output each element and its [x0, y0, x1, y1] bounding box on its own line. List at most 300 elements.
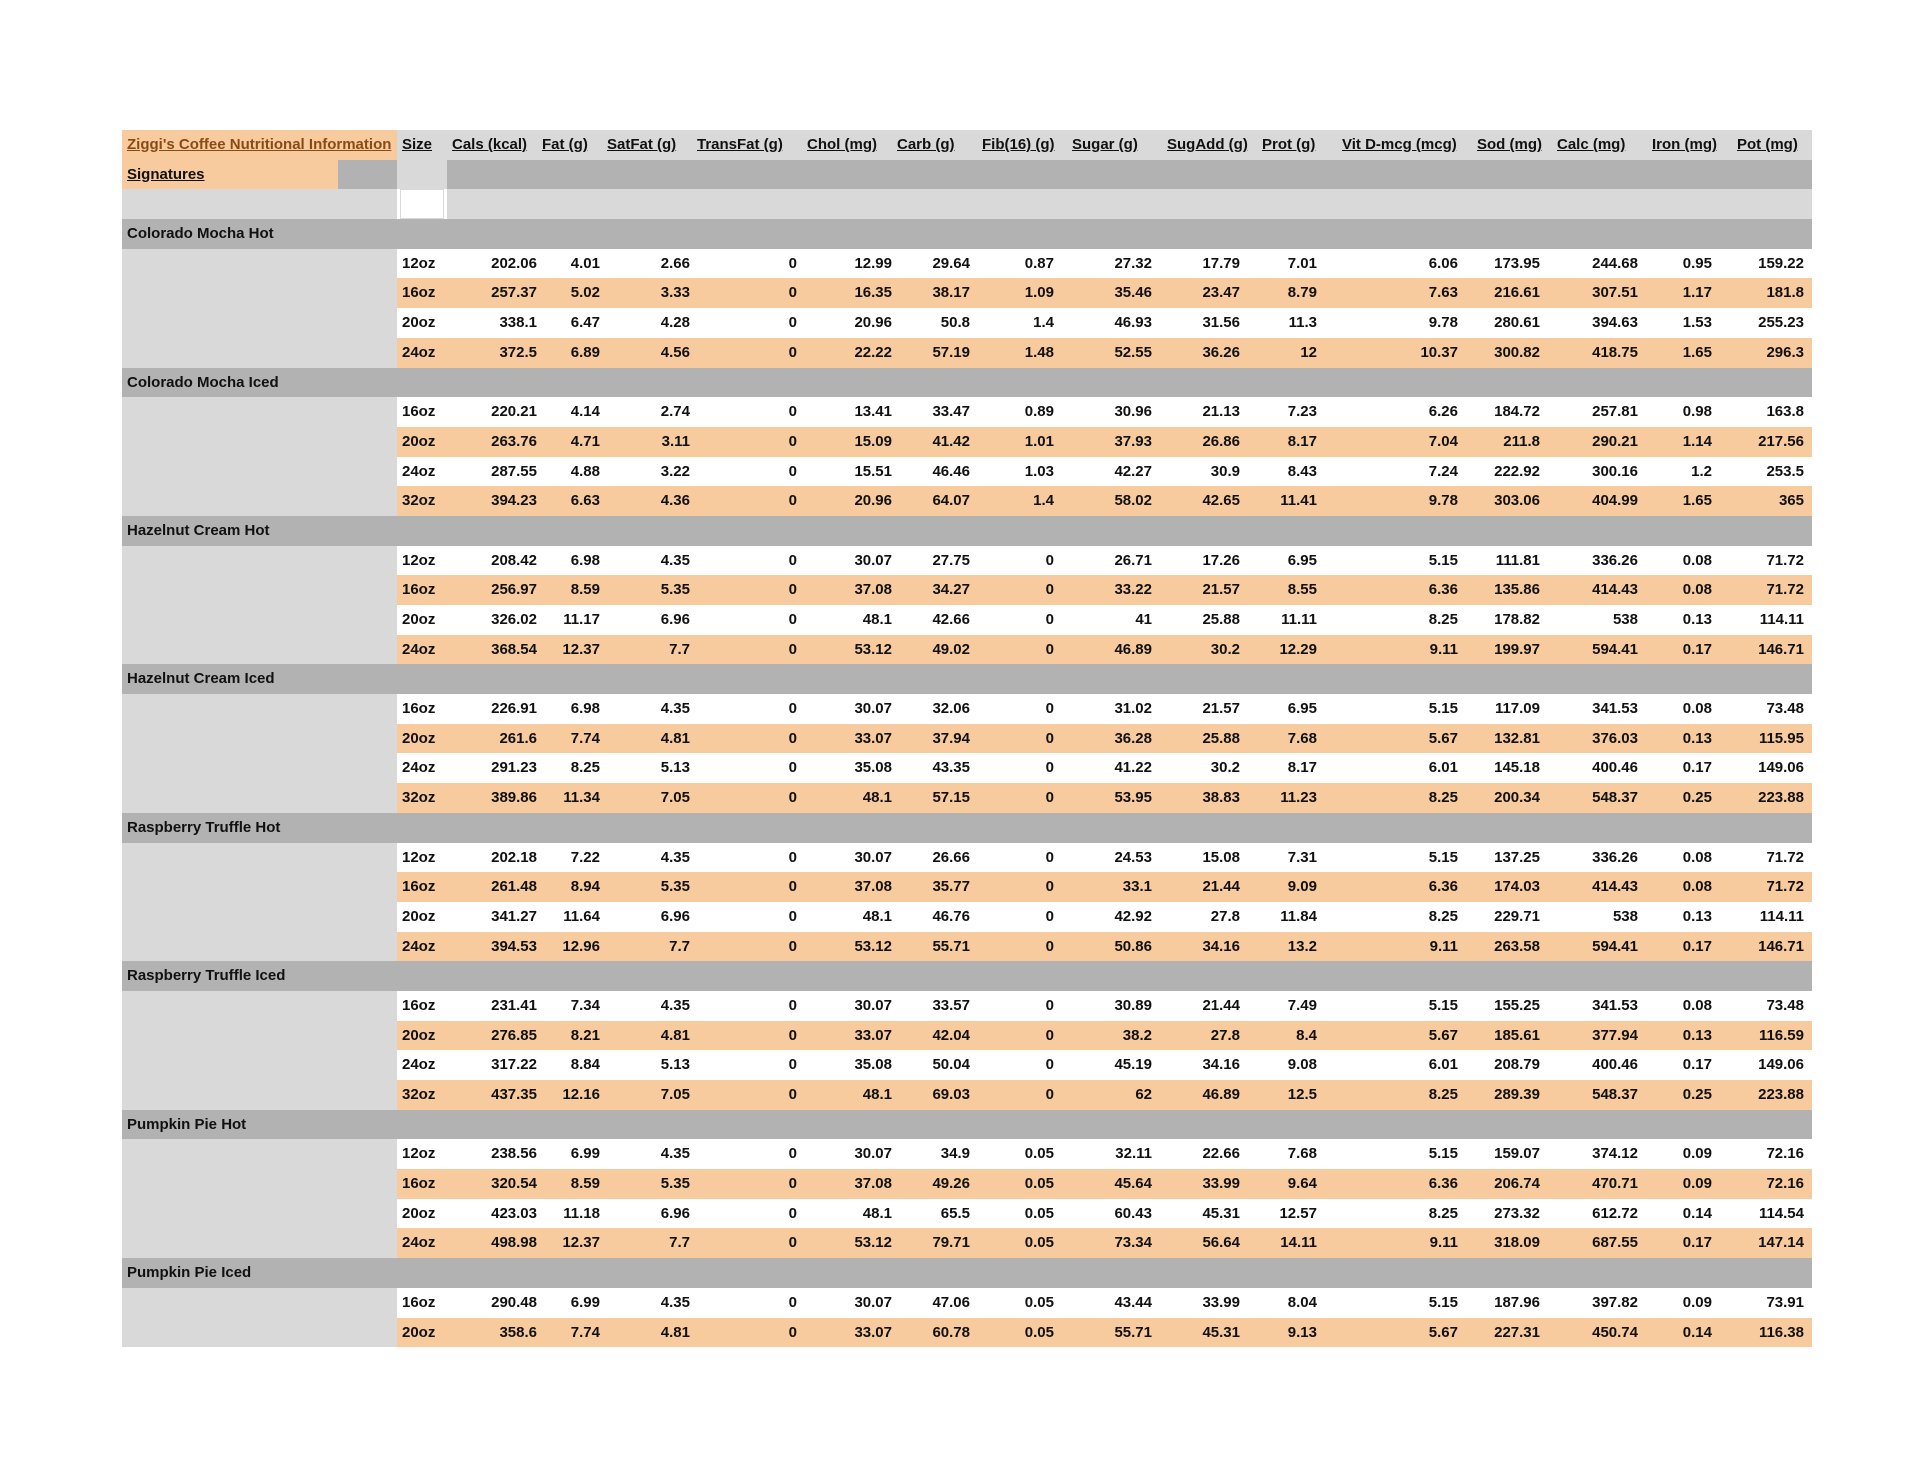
value-cell[interactable]: 0 [788, 1234, 797, 1252]
value-cell[interactable]: 11.64 [563, 907, 600, 925]
value-cell[interactable]: 53.95 [1114, 789, 1152, 807]
value-cell[interactable]: 336.26 [1592, 551, 1638, 569]
value-cell[interactable]: 48.1 [862, 611, 892, 628]
value-cell[interactable]: 1.53 [1682, 314, 1712, 332]
value-cell[interactable]: 8.17 [1287, 759, 1317, 777]
size-cell[interactable]: 32oz [402, 1086, 436, 1103]
value-cell[interactable]: 4.36 [660, 492, 690, 510]
value-cell[interactable]: 0.14 [1682, 1323, 1712, 1341]
value-cell[interactable]: 35.46 [1114, 284, 1152, 302]
value-cell[interactable]: 208.42 [491, 551, 537, 569]
value-cell[interactable]: 10.37 [1420, 343, 1458, 361]
value-cell[interactable]: 4.35 [660, 1293, 690, 1311]
value-cell[interactable]: 12.5 [1287, 1086, 1317, 1103]
value-cell[interactable]: 17.26 [1202, 551, 1240, 569]
value-cell[interactable]: 0 [788, 996, 797, 1014]
value-cell[interactable]: 223.88 [1758, 1086, 1804, 1103]
value-cell[interactable]: 12.99 [854, 254, 892, 272]
value-cell[interactable]: 7.7 [669, 1234, 690, 1252]
value-cell[interactable]: 7.04 [1428, 432, 1458, 450]
value-cell[interactable]: 13.41 [854, 403, 892, 421]
value-cell[interactable]: 35.08 [854, 759, 892, 777]
value-cell[interactable]: 548.37 [1592, 1086, 1638, 1103]
value-cell[interactable]: 394.23 [491, 492, 537, 510]
value-cell[interactable]: 31.56 [1202, 314, 1240, 332]
value-cell[interactable]: 7.34 [570, 996, 600, 1014]
value-cell[interactable]: 687.55 [1592, 1234, 1638, 1252]
value-cell[interactable]: 0.08 [1682, 848, 1712, 866]
value-cell[interactable]: 71.72 [1766, 581, 1804, 599]
value-cell[interactable]: 116.59 [1758, 1026, 1804, 1044]
value-cell[interactable]: 0 [1045, 937, 1054, 955]
value-cell[interactable]: 43.44 [1114, 1293, 1152, 1311]
value-cell[interactable]: 1.01 [1024, 432, 1054, 450]
value-cell[interactable]: 0 [788, 551, 797, 569]
value-cell[interactable]: 72.16 [1766, 1175, 1804, 1193]
value-cell[interactable]: 9.11 [1429, 1234, 1458, 1252]
value-cell[interactable]: 2.74 [660, 403, 690, 421]
value-cell[interactable]: 41.42 [932, 432, 970, 450]
value-cell[interactable]: 111.81 [1495, 551, 1540, 569]
value-cell[interactable]: 4.01 [570, 254, 600, 272]
value-cell[interactable]: 26.86 [1202, 432, 1240, 450]
value-cell[interactable]: 0 [1045, 848, 1054, 866]
value-cell[interactable]: 0 [1045, 996, 1054, 1014]
value-cell[interactable]: 358.6 [499, 1323, 537, 1341]
value-cell[interactable]: 5.15 [1428, 1145, 1458, 1163]
column-header[interactable]: Fib(16) (g) [982, 136, 1055, 153]
value-cell[interactable]: 3.33 [660, 284, 690, 302]
value-cell[interactable]: 414.43 [1592, 581, 1638, 599]
value-cell[interactable]: 289.39 [1494, 1086, 1540, 1103]
value-cell[interactable]: 38.17 [932, 284, 970, 302]
value-cell[interactable]: 0 [788, 789, 797, 807]
value-cell[interactable]: 33.57 [932, 996, 970, 1014]
value-cell[interactable]: 0 [1045, 581, 1054, 599]
value-cell[interactable]: 71.72 [1766, 878, 1804, 896]
size-cell[interactable]: 20oz [402, 1204, 436, 1222]
value-cell[interactable]: 276.85 [491, 1026, 537, 1044]
value-cell[interactable]: 163.8 [1766, 403, 1804, 421]
value-cell[interactable]: 0 [788, 1323, 797, 1341]
value-cell[interactable]: 185.61 [1494, 1026, 1540, 1044]
value-cell[interactable]: 261.6 [499, 729, 537, 747]
value-cell[interactable]: 159.22 [1758, 254, 1804, 272]
value-cell[interactable]: 5.15 [1428, 551, 1458, 569]
value-cell[interactable]: 0.05 [1024, 1234, 1054, 1252]
value-cell[interactable]: 6.95 [1287, 551, 1317, 569]
value-cell[interactable]: 11.17 [563, 611, 600, 628]
column-header[interactable]: Vit D-mcg (mcg) [1342, 136, 1457, 153]
value-cell[interactable]: 9.64 [1287, 1175, 1317, 1193]
value-cell[interactable]: 116.38 [1758, 1323, 1804, 1341]
value-cell[interactable]: 174.03 [1494, 878, 1540, 896]
value-cell[interactable]: 5.67 [1428, 1026, 1458, 1044]
value-cell[interactable]: 498.98 [491, 1234, 537, 1252]
value-cell[interactable]: 423.03 [491, 1204, 537, 1222]
value-cell[interactable]: 7.24 [1428, 462, 1458, 480]
value-cell[interactable]: 42.27 [1114, 462, 1152, 480]
value-cell[interactable]: 8.55 [1287, 581, 1317, 599]
value-cell[interactable]: 26.71 [1114, 551, 1152, 569]
value-cell[interactable]: 35.77 [932, 878, 970, 896]
value-cell[interactable]: 1.17 [1682, 284, 1712, 302]
value-cell[interactable]: 4.81 [660, 1323, 690, 1341]
value-cell[interactable]: 217.56 [1758, 432, 1804, 450]
value-cell[interactable]: 227.31 [1494, 1323, 1540, 1341]
value-cell[interactable]: 3.22 [660, 462, 690, 480]
value-cell[interactable]: 5.35 [660, 581, 690, 599]
value-cell[interactable]: 0.13 [1682, 611, 1712, 628]
value-cell[interactable]: 296.3 [1766, 343, 1804, 361]
size-cell[interactable]: 24oz [402, 937, 436, 955]
value-cell[interactable]: 187.96 [1494, 1293, 1540, 1311]
value-cell[interactable]: 65.5 [940, 1204, 970, 1222]
product-name[interactable]: Pumpkin Pie Hot [127, 1115, 247, 1133]
column-header[interactable]: Prot (g) [1262, 136, 1316, 153]
size-cell[interactable]: 16oz [402, 1293, 436, 1311]
value-cell[interactable]: 1.65 [1682, 492, 1712, 510]
product-name[interactable]: Colorado Mocha Hot [127, 225, 274, 243]
value-cell[interactable]: 374.12 [1592, 1145, 1638, 1163]
value-cell[interactable]: 117.09 [1494, 700, 1540, 718]
value-cell[interactable]: 55.71 [932, 937, 970, 955]
value-cell[interactable]: 42.65 [1202, 492, 1240, 510]
value-cell[interactable]: 0.09 [1682, 1293, 1712, 1311]
size-cell[interactable]: 16oz [402, 403, 436, 421]
value-cell[interactable]: 46.89 [1114, 640, 1152, 658]
value-cell[interactable]: 20.96 [854, 492, 892, 510]
size-cell[interactable]: 20oz [402, 729, 436, 747]
value-cell[interactable]: 42.66 [932, 611, 970, 628]
value-cell[interactable]: 5.15 [1428, 848, 1458, 866]
value-cell[interactable]: 12.29 [1279, 640, 1317, 658]
value-cell[interactable]: 0 [1045, 551, 1054, 569]
value-cell[interactable]: 1.48 [1024, 343, 1054, 361]
value-cell[interactable]: 8.04 [1287, 1293, 1317, 1311]
value-cell[interactable]: 135.86 [1494, 581, 1540, 599]
value-cell[interactable]: 12.16 [562, 1086, 600, 1103]
value-cell[interactable]: 208.79 [1494, 1056, 1540, 1074]
value-cell[interactable]: 0 [788, 848, 797, 866]
value-cell[interactable]: 114.11 [1759, 611, 1804, 628]
value-cell[interactable]: 30.07 [854, 700, 892, 718]
value-cell[interactable]: 149.06 [1758, 759, 1804, 777]
value-cell[interactable]: 50.86 [1114, 937, 1152, 955]
value-cell[interactable]: 0 [788, 314, 797, 332]
value-cell[interactable]: 414.43 [1592, 878, 1638, 896]
value-cell[interactable]: 211.8 [1503, 432, 1540, 450]
product-name[interactable]: Raspberry Truffle Iced [127, 967, 286, 985]
value-cell[interactable]: 0 [1045, 729, 1054, 747]
value-cell[interactable]: 45.64 [1114, 1175, 1152, 1193]
value-cell[interactable]: 0 [788, 1293, 797, 1311]
value-cell[interactable]: 16.35 [854, 284, 892, 302]
value-cell[interactable]: 57.19 [932, 343, 970, 361]
value-cell[interactable]: 25.88 [1202, 611, 1240, 628]
value-cell[interactable]: 55.71 [1114, 1323, 1152, 1341]
value-cell[interactable]: 32.11 [1115, 1145, 1152, 1163]
value-cell[interactable]: 33.07 [854, 1026, 892, 1044]
value-cell[interactable]: 36.28 [1114, 729, 1152, 747]
value-cell[interactable]: 0 [1045, 611, 1054, 628]
value-cell[interactable]: 9.11 [1429, 937, 1458, 955]
value-cell[interactable]: 8.25 [1428, 611, 1458, 628]
value-cell[interactable]: 9.09 [1287, 878, 1317, 896]
value-cell[interactable]: 0 [1045, 1056, 1054, 1074]
value-cell[interactable]: 6.99 [570, 1145, 600, 1163]
value-cell[interactable]: 256.97 [491, 581, 537, 599]
value-cell[interactable]: 206.74 [1494, 1175, 1540, 1193]
value-cell[interactable]: 0.08 [1682, 551, 1712, 569]
value-cell[interactable]: 202.18 [491, 848, 537, 866]
value-cell[interactable]: 1.14 [1682, 432, 1712, 450]
size-cell[interactable]: 12oz [402, 551, 436, 569]
product-name[interactable]: Raspberry Truffle Hot [127, 818, 281, 836]
value-cell[interactable]: 56.64 [1202, 1234, 1240, 1252]
value-cell[interactable]: 46.89 [1202, 1086, 1240, 1103]
value-cell[interactable]: 0.87 [1024, 254, 1054, 272]
value-cell[interactable]: 184.72 [1494, 403, 1540, 421]
size-cell[interactable]: 16oz [402, 996, 436, 1014]
value-cell[interactable]: 257.81 [1592, 403, 1638, 421]
value-cell[interactable]: 0 [788, 432, 797, 450]
value-cell[interactable]: 49.02 [932, 640, 970, 658]
value-cell[interactable]: 173.95 [1494, 254, 1540, 272]
value-cell[interactable]: 7.22 [570, 848, 600, 866]
value-cell[interactable]: 7.74 [570, 1323, 600, 1341]
value-cell[interactable]: 0 [1045, 907, 1054, 925]
value-cell[interactable]: 33.07 [854, 729, 892, 747]
value-cell[interactable]: 36.26 [1202, 343, 1240, 361]
column-header[interactable]: Pot (mg) [1737, 136, 1798, 153]
value-cell[interactable]: 21.57 [1202, 581, 1240, 599]
value-cell[interactable]: 594.41 [1592, 937, 1638, 955]
value-cell[interactable]: 238.56 [491, 1145, 537, 1163]
value-cell[interactable]: 30.07 [854, 996, 892, 1014]
value-cell[interactable]: 5.13 [660, 759, 690, 777]
value-cell[interactable]: 72.16 [1766, 1145, 1804, 1163]
value-cell[interactable]: 0.98 [1682, 403, 1712, 421]
value-cell[interactable]: 0.17 [1682, 937, 1712, 955]
value-cell[interactable]: 244.68 [1592, 254, 1638, 272]
value-cell[interactable]: 30.07 [854, 551, 892, 569]
value-cell[interactable]: 37.94 [932, 729, 970, 747]
value-cell[interactable]: 1.4 [1033, 492, 1054, 510]
value-cell[interactable]: 229.71 [1494, 907, 1540, 925]
value-cell[interactable]: 0 [788, 640, 797, 658]
value-cell[interactable]: 307.51 [1592, 284, 1638, 302]
value-cell[interactable]: 71.72 [1766, 848, 1804, 866]
value-cell[interactable]: 6.36 [1428, 581, 1458, 599]
value-cell[interactable]: 37.08 [854, 1175, 892, 1193]
value-cell[interactable]: 231.41 [491, 996, 537, 1014]
value-cell[interactable]: 223.88 [1758, 789, 1804, 807]
value-cell[interactable]: 6.98 [570, 551, 600, 569]
value-cell[interactable]: 291.23 [491, 759, 537, 777]
value-cell[interactable]: 5.13 [660, 1056, 690, 1074]
size-cell[interactable]: 12oz [402, 254, 436, 272]
value-cell[interactable]: 79.71 [932, 1234, 970, 1252]
value-cell[interactable]: 146.71 [1758, 640, 1804, 658]
value-cell[interactable]: 377.94 [1592, 1026, 1638, 1044]
value-cell[interactable]: 21.44 [1202, 996, 1240, 1014]
value-cell[interactable]: 7.05 [660, 1086, 690, 1103]
value-cell[interactable]: 0.08 [1682, 878, 1712, 896]
value-cell[interactable]: 220.21 [491, 403, 537, 421]
value-cell[interactable]: 389.86 [491, 789, 537, 807]
value-cell[interactable]: 6.99 [570, 1293, 600, 1311]
value-cell[interactable]: 33.99 [1202, 1175, 1240, 1193]
size-cell[interactable]: 20oz [402, 432, 436, 450]
value-cell[interactable]: 147.14 [1758, 1234, 1804, 1252]
value-cell[interactable]: 27.8 [1210, 1026, 1240, 1044]
column-header[interactable]: Carb (g) [897, 136, 955, 153]
value-cell[interactable]: 23.47 [1202, 284, 1240, 302]
value-cell[interactable]: 7.68 [1287, 729, 1317, 747]
value-cell[interactable]: 397.82 [1592, 1293, 1638, 1311]
value-cell[interactable]: 35.08 [854, 1056, 892, 1074]
value-cell[interactable]: 612.72 [1592, 1204, 1638, 1222]
value-cell[interactable]: 1.09 [1024, 284, 1054, 302]
value-cell[interactable]: 21.13 [1202, 403, 1240, 421]
value-cell[interactable]: 6.63 [570, 492, 600, 510]
value-cell[interactable]: 548.37 [1592, 789, 1638, 807]
value-cell[interactable]: 287.55 [491, 462, 537, 480]
value-cell[interactable]: 6.26 [1428, 403, 1458, 421]
value-cell[interactable]: 0 [788, 284, 797, 302]
value-cell[interactable]: 45.31 [1202, 1204, 1240, 1222]
value-cell[interactable]: 257.37 [491, 284, 537, 302]
value-cell[interactable]: 42.92 [1114, 907, 1152, 925]
value-cell[interactable]: 0 [788, 1056, 797, 1074]
value-cell[interactable]: 30.89 [1114, 996, 1152, 1014]
value-cell[interactable]: 341.53 [1592, 700, 1638, 718]
value-cell[interactable]: 0 [788, 700, 797, 718]
value-cell[interactable]: 0.05 [1024, 1175, 1054, 1193]
size-cell[interactable]: 16oz [402, 1175, 436, 1193]
value-cell[interactable]: 394.63 [1592, 314, 1638, 332]
value-cell[interactable]: 46.76 [932, 907, 970, 925]
value-cell[interactable]: 320.54 [491, 1175, 537, 1193]
value-cell[interactable]: 33.22 [1114, 581, 1152, 599]
value-cell[interactable]: 394.53 [491, 937, 537, 955]
column-header[interactable]: Sugar (g) [1072, 136, 1138, 153]
value-cell[interactable]: 159.07 [1494, 1145, 1540, 1163]
value-cell[interactable]: 30.2 [1210, 640, 1240, 658]
value-cell[interactable]: 52.55 [1114, 343, 1152, 361]
value-cell[interactable]: 38.2 [1122, 1026, 1152, 1044]
value-cell[interactable]: 34.16 [1202, 1056, 1240, 1074]
value-cell[interactable]: 41 [1135, 611, 1152, 628]
value-cell[interactable]: 5.67 [1428, 729, 1458, 747]
value-cell[interactable]: 226.91 [491, 700, 537, 718]
value-cell[interactable]: 33.07 [854, 1323, 892, 1341]
column-header[interactable]: Cals (kcal) [452, 136, 528, 153]
value-cell[interactable]: 73.48 [1766, 996, 1804, 1014]
value-cell[interactable]: 71.72 [1766, 551, 1804, 569]
column-header[interactable]: SatFat (g) [607, 136, 677, 153]
value-cell[interactable]: 216.61 [1494, 284, 1540, 302]
value-cell[interactable]: 37.08 [854, 581, 892, 599]
value-cell[interactable]: 8.94 [570, 878, 600, 896]
value-cell[interactable]: 538 [1612, 907, 1638, 925]
value-cell[interactable]: 365 [1778, 492, 1804, 510]
value-cell[interactable]: 1.2 [1691, 462, 1712, 480]
size-cell[interactable]: 12oz [402, 848, 436, 866]
size-cell[interactable]: 32oz [402, 789, 436, 807]
value-cell[interactable]: 145.18 [1494, 759, 1540, 777]
value-cell[interactable]: 336.26 [1592, 848, 1638, 866]
value-cell[interactable]: 60.43 [1114, 1204, 1152, 1222]
value-cell[interactable]: 376.03 [1592, 729, 1638, 747]
value-cell[interactable]: 12.37 [562, 1234, 600, 1252]
value-cell[interactable]: 0 [788, 907, 797, 925]
value-cell[interactable]: 0 [788, 1145, 797, 1163]
size-cell[interactable]: 24oz [402, 1234, 436, 1252]
value-cell[interactable]: 5.67 [1428, 1323, 1458, 1341]
value-cell[interactable]: 255.23 [1758, 314, 1804, 332]
value-cell[interactable]: 11.11 [1281, 611, 1317, 628]
value-cell[interactable]: 7.23 [1287, 403, 1317, 421]
size-cell[interactable]: 16oz [402, 878, 436, 896]
value-cell[interactable]: 8.25 [1428, 1204, 1458, 1222]
value-cell[interactable]: 3.11 [661, 432, 690, 450]
value-cell[interactable]: 8.4 [1296, 1026, 1317, 1044]
value-cell[interactable]: 8.79 [1287, 284, 1317, 302]
value-cell[interactable]: 0.13 [1682, 907, 1712, 925]
value-cell[interactable]: 8.25 [1428, 789, 1458, 807]
column-header[interactable]: Chol (mg) [807, 136, 877, 153]
value-cell[interactable]: 49.26 [932, 1175, 970, 1193]
value-cell[interactable]: 21.57 [1202, 700, 1240, 718]
value-cell[interactable]: 0.05 [1024, 1293, 1054, 1311]
value-cell[interactable]: 30.07 [854, 1293, 892, 1311]
value-cell[interactable]: 400.46 [1592, 1056, 1638, 1074]
value-cell[interactable]: 6.36 [1428, 878, 1458, 896]
value-cell[interactable]: 114.54 [1758, 1204, 1804, 1222]
size-cell[interactable]: 24oz [402, 343, 436, 361]
value-cell[interactable]: 27.75 [932, 551, 970, 569]
value-cell[interactable]: 5.15 [1428, 700, 1458, 718]
value-cell[interactable]: 11.3 [1288, 314, 1317, 332]
value-cell[interactable]: 33.47 [932, 403, 970, 421]
value-cell[interactable]: 0.17 [1682, 1056, 1712, 1074]
value-cell[interactable]: 32.06 [932, 700, 970, 718]
value-cell[interactable]: 9.08 [1287, 1056, 1317, 1074]
value-cell[interactable]: 263.76 [491, 432, 537, 450]
value-cell[interactable]: 0.89 [1024, 403, 1054, 421]
value-cell[interactable]: 11.18 [563, 1204, 600, 1222]
value-cell[interactable]: 0 [788, 611, 797, 628]
value-cell[interactable]: 261.48 [491, 878, 537, 896]
sheet-title[interactable]: Ziggi's Coffee Nutritional Information [127, 136, 392, 153]
value-cell[interactable]: 34.9 [940, 1145, 970, 1163]
value-cell[interactable]: 58.02 [1114, 492, 1152, 510]
value-cell[interactable]: 0.09 [1682, 1145, 1712, 1163]
value-cell[interactable]: 341.53 [1592, 996, 1638, 1014]
value-cell[interactable]: 5.15 [1428, 1293, 1458, 1311]
value-cell[interactable]: 11.23 [1280, 789, 1317, 807]
value-cell[interactable]: 0.25 [1682, 789, 1712, 807]
value-cell[interactable]: 15.08 [1202, 848, 1240, 866]
value-cell[interactable]: 4.35 [660, 848, 690, 866]
value-cell[interactable]: 9.11 [1429, 640, 1458, 658]
value-cell[interactable]: 38.83 [1202, 789, 1240, 807]
value-cell[interactable]: 5.35 [660, 1175, 690, 1193]
size-cell[interactable]: 20oz [402, 314, 436, 332]
value-cell[interactable]: 0 [788, 403, 797, 421]
